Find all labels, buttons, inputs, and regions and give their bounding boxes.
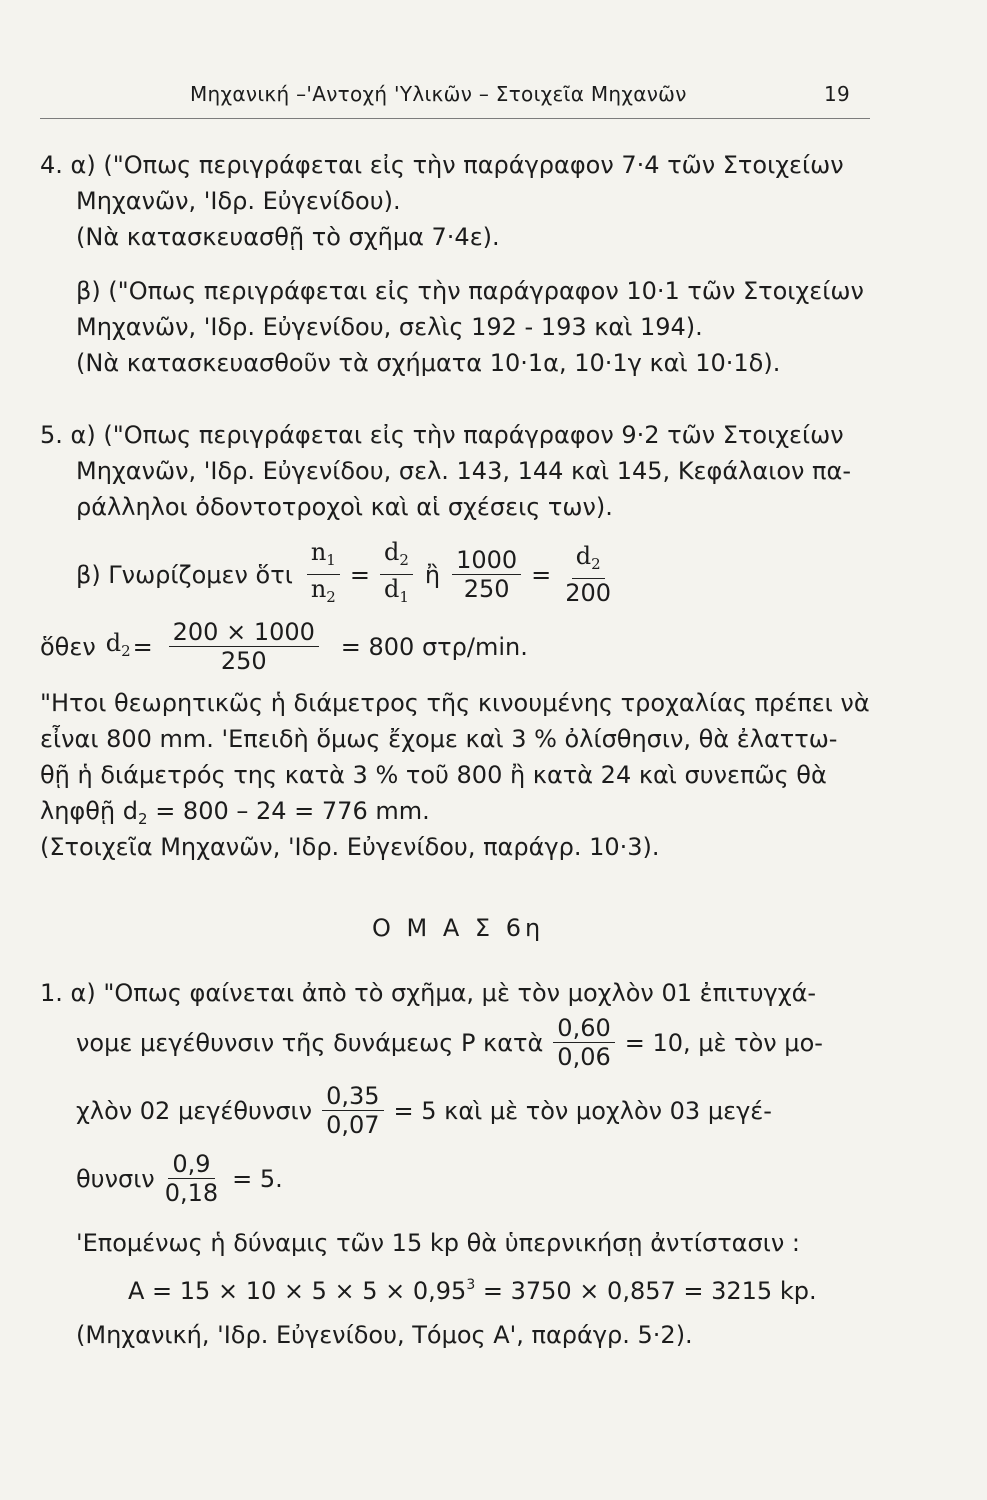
ratio-prefix: β) Γνωρίζομεν ὅτι: [76, 560, 293, 589]
conclusion-line: 'Επομένως ἡ δύναμις τῶν 15 kp θὰ ὑπερνικήσῃ ἀντίστασιν :: [76, 1229, 800, 1257]
header-rule: [40, 118, 870, 119]
ratio-equation: β) Γνωρίζομεν ὅτι $\frac{n_1}{n_2}$ = $\frac{d_2}{d_1}$ ἢ $\frac{1000}{250}$ = $\frac{d_2}{200}$: [76, 538, 619, 611]
fraction-d2-200: $\frac{d_2}{200}$: [565, 542, 612, 607]
item-4a-line-1: 4. α) ("Οπως περιγράφεται εἰς τὴν παράγραφον 7·4 τῶν Στοιχείων: [40, 151, 844, 179]
item-5a-line-2: Μηχανῶν, 'Ιδρ. Εὐγενίδου, σελ. 143, 144 καὶ 145, Κεφάλαιον πα-: [76, 457, 851, 485]
item-4a-line-3: (Νὰ κατασκευασθῇ τὸ σχῆμα 7·4ε).: [76, 223, 500, 251]
running-header: [190, 82, 850, 114]
fraction-d2-d1: $\frac{d_2}{d_1}$: [380, 538, 413, 611]
lever-equation-2: χλὸν 02 μεγέθυνσιν $\frac{0,35}{0,07}$ = 5 καὶ μὲ τὸν μοχλὸν 03 μεγέ-: [76, 1082, 772, 1139]
item-1a-line-1: 1. α) "Οπως φαίνεται ἀπὸ τὸ σχῆμα, μὲ τὸν μοχλὸν 01 ἐπιτυγχά-: [40, 979, 817, 1007]
section-heading: Ο Μ Α Σ 6η: [372, 914, 545, 942]
explanation-line-3: θῇ ἡ διάμετρός της κατὰ 3 % τοῦ 800 ἢ κατὰ 24 καὶ συνεπῶς θὰ: [40, 761, 827, 789]
item-5a-line-3: ράλληλοι ὀδοντοτροχοὶ καὶ αἱ σχέσεις των).: [76, 493, 613, 521]
explanation-line-2: εἶναι 800 mm. 'Επειδὴ ὅμως ἔχομε καὶ 3 % ὀλίσθησιν, θὰ ἐλαττω-: [40, 725, 838, 753]
fraction-060-006: $\frac{0,60}{0,06}$: [553, 1014, 614, 1071]
page-number: 19: [823, 82, 850, 106]
d2-prefix: ὅθεν: [40, 632, 96, 661]
d2-equation: ὅθεν $d_2$ = $\frac{200 \times 1000}{250}$ = 800 στρ/min.: [40, 618, 528, 675]
item-4b-line-3: (Νὰ κατασκευασθοῦν τὰ σχήματα 10·1α, 10·1γ καὶ 10·1δ).: [76, 349, 781, 377]
fraction-035-007: $\frac{0,35}{0,07}$: [322, 1082, 383, 1139]
final-reference: (Μηχανική, 'Ιδρ. Εὐγενίδου, Τόμος Α', παράγρ. 5·2).: [76, 1321, 693, 1349]
lever-equation-3: θυνσιν $\frac{0,9}{0,18}$ = 5.: [76, 1150, 283, 1207]
explanation-line-1: "Ητοι θεωρητικῶς ἡ διάμετρος τῆς κινουμένης τροχαλίας πρέπει νὰ: [40, 689, 870, 717]
item-4b-line-1: β) ("Οπως περιγράφεται εἰς τὴν παράγραφον 10·1 τῶν Στοιχείων: [76, 277, 864, 305]
lever-equation-1: νομε μεγέθυνσιν τῆς δυνάμεως P κατὰ $\frac{0,60}{0,06}$ = 10, μὲ τὸν μο-: [76, 1014, 823, 1071]
fraction-200x1000-250: $\frac{200 \times 1000}{250}$: [159, 618, 329, 675]
fraction-n1-n2: $\frac{n_1}{n_2}$: [307, 538, 340, 611]
item-4b-line-2: Μηχανῶν, 'Ιδρ. Εὐγενίδου, σελὶς 192 - 193 καὶ 194).: [76, 313, 703, 341]
item-5a-line-1: 5. α) ("Οπως περιγράφεται εἰς τὴν παράγραφον 9·2 τῶν Στοιχείων: [40, 421, 844, 449]
header-title: Μηχανική –'Αντοχή 'Υλικῶν – Στοιχεῖα Μηχανῶν: [190, 82, 687, 106]
item-4a-line-2: Μηχανῶν, 'Ιδρ. Εὐγενίδου).: [76, 187, 401, 215]
explanation-line-4: ληφθῇ $d_2 = 800 - 24 = 776$ mm.: [40, 797, 430, 828]
fraction-09-018: $\frac{0,9}{0,18}$: [164, 1150, 219, 1207]
final-equation: $A = 15 \times 10 \times 5 \times 5 \times 0,95^3 = 3750 \times 0,857 = 3215$ kp.: [128, 1277, 817, 1305]
fraction-1000-250: $\frac{1000}{250}$: [452, 546, 521, 603]
d2-result: = 800 στρ/min.: [340, 632, 528, 661]
reference-line: (Στοιχεῖα Μηχανῶν, 'Ιδρ. Εὐγενίδου, παράγρ. 10·3).: [40, 833, 660, 861]
